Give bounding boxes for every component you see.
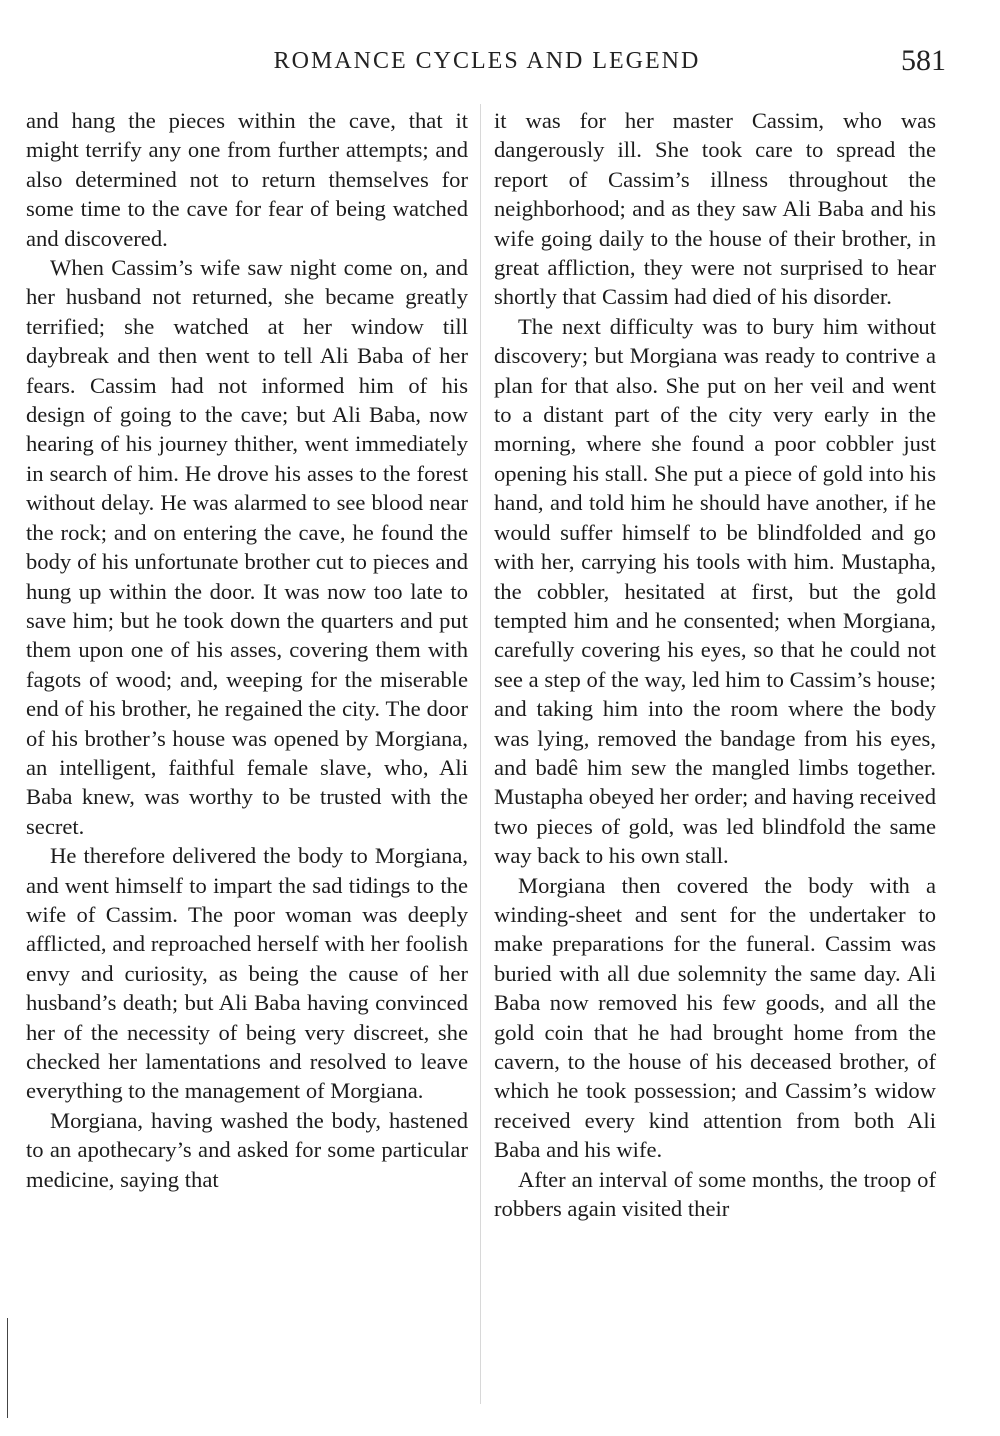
left-column bbox=[26, 106, 468, 1194]
column-divider bbox=[480, 104, 481, 1404]
left-paragraph-2: When Cassim’s wife saw night come on, and her husband not returned, she became greatly terrified; she watched at her window till daybreak and then went to tell Ali Baba of her fears. Cassim had not informed him of his design of going to the cave; but Ali Baba, now hearing of his journey thither, went immediately in search of him. He drove his asses to the forest without delay. He was alarmed to see blood near the rock; and on entering the cave, he found the body of his unfortunate brother cut to pieces and hung up within the door. It was now too late to save him; but he took down the quarters and put them upon one of his asses, covering them with fagots of wood; and, weeping for the miserable end of his brother, he regained the city. The door of his brother’s house was opened by Morgiana, an intelligent, faithful female slave, who, Ali Baba knew, was worthy to be trusted with the secret. bbox=[26, 255, 468, 839]
left-paragraph-4: Morgiana, having washed the body, hastened to an apothecary’s and asked for some particular medicine, saying that bbox=[26, 1107, 468, 1192]
page-header bbox=[28, 44, 946, 84]
left-paragraph-3: He therefore delivered the body to Morgiana, and went himself to impart the sad tidings to the wife of Cassim. The poor woman was deeply afflicted, and reproached herself with her foolish envy and curiosity, as being the cause of her husband’s death; but Ali Baba having convinced her of the necessity of being very discreet, she checked her lamentations and resolved to leave everything to the management of Morgiana. bbox=[26, 843, 468, 1104]
right-paragraph-3: Morgiana then covered the body with a winding-sheet and sent for the undertaker to make preparations for the funeral. Cassim was buried with all due solemnity the same day. Ali Baba now removed his few goods, and all the gold coin that he had brought home from the cavern, to the house of his deceased brother, of which he took possession; and Cassim’s widow received every kind attention from both Ali Baba and his wife. bbox=[494, 872, 936, 1163]
right-paragraph-4: After an interval of some months, the troop of robbers again visited their bbox=[494, 1166, 936, 1222]
left-paragraph-1: and hang the pieces within the cave, that it might terrify any one from further attempts; and also determined not to return themselves for some time to the cave for fear of being watched and discovered. bbox=[26, 108, 468, 251]
page-number: 581 bbox=[901, 44, 946, 77]
page-edge-mark bbox=[7, 1318, 8, 1418]
running-head-title: ROMANCE CYCLES AND LEGEND bbox=[273, 48, 701, 74]
right-paragraph-1: it was for her master Cassim, who was dangerously ill. She took care to spread the report of Cassim’s illness throughout the neighborhood; and as they saw Ali Baba and his wife going daily to the house of their brother, in great affliction, they were not surprised to hear shortly that Cassim had died of his disorder. bbox=[494, 108, 936, 310]
right-paragraph-2: The next difficulty was to bury him without discovery; but Morgiana was ready to contrive a plan for that also. She put on her veil and went to a distant part of the city very early in the morning, where she found a poor cobbler just opening his stall. She put a piece of gold into his hand, and told him he should have another, if he would suffer himself to be blindfolded and go with her, carrying his tools with him. Mustapha, the cobbler, hesitated at first, but the gold tempted him and he consented; when Morgiana, carefully covering his eyes, so that he could not see a step of the way, led him to Cassim’s house; and taking him into the room where the body was lying, removed the bandage from his eyes, and badê him sew the mangled limbs together. Mustapha obeyed her order; and having received two pieces of gold, was led blindfold the same way back to his own stall. bbox=[494, 313, 936, 869]
right-column bbox=[494, 106, 936, 1223]
